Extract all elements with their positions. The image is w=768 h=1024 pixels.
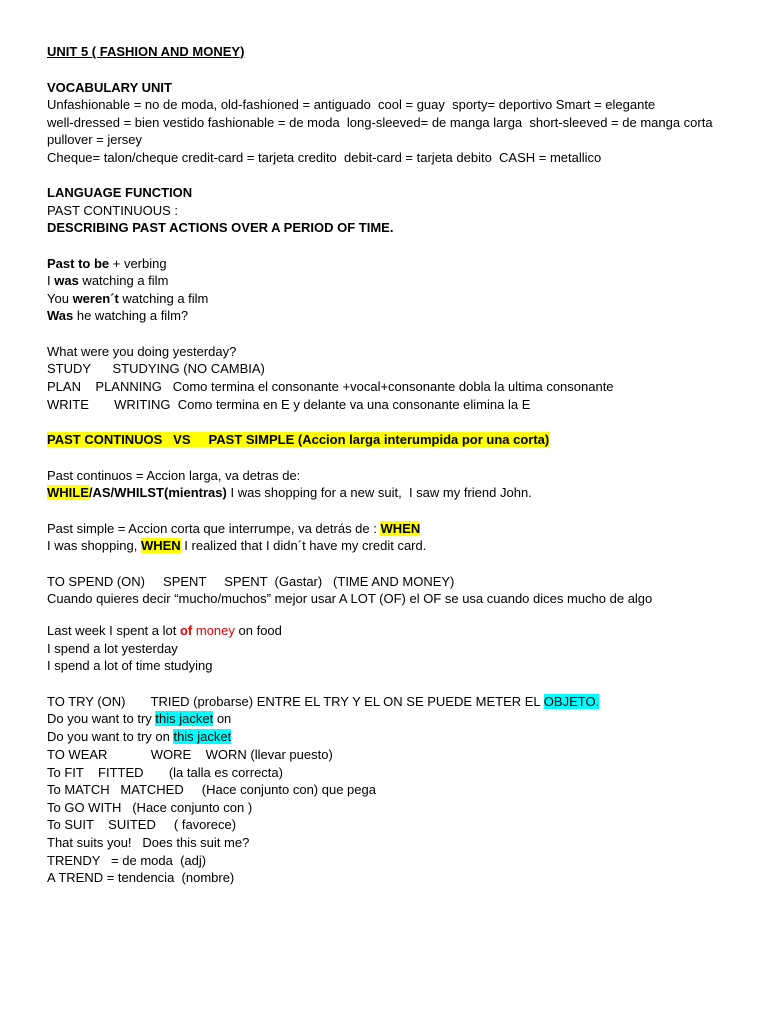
form-text: watching a film [118, 291, 209, 306]
try-on-line [47, 693, 599, 710]
as-whilst-keyword: /AS/WHILST(mientras) [88, 485, 227, 500]
when-keyword: WHEN [380, 521, 421, 536]
example-text: I realized that I didn´t have my credit card. [180, 538, 427, 553]
jacket-highlight: this jacket [173, 729, 232, 744]
form-line [47, 290, 208, 307]
continuous-example [47, 484, 532, 501]
suit-line: To SUIT SUITED ( favorece) [47, 817, 237, 832]
example-text: Do you want to try on [47, 729, 174, 744]
simple-example [47, 537, 426, 554]
vs-heading-highlight: PAST CONTINUOS VS PAST SIMPLE (Accion larga interumpida por una corta) [47, 432, 550, 447]
trendy-line: TRENDY = de moda (adj) [47, 853, 207, 868]
spend-line: TO SPEND (ON) SPENT SPENT (Gastar) (TIME AND MONEY) [47, 574, 455, 589]
vocabulary-line: pullover = jersey [47, 132, 143, 147]
try-example [47, 728, 231, 745]
fit-line: To FIT FITTED (la talla es correcta) [47, 765, 283, 780]
vocabulary-line: well-dressed = bien vestido fashionable = de moda long-sleeved= de manga larga short-sleeved = de manga corta [47, 115, 713, 130]
match-line: To MATCH MATCHED (Hace conjunto con) que pega [47, 782, 376, 797]
vs-heading [47, 431, 549, 448]
example-text: I was shopping for a new suit, I saw my friend John. [226, 485, 532, 500]
objeto-highlight: OBJETO. [543, 694, 600, 709]
language-function-heading: LANGUAGE FUNCTION [47, 185, 193, 200]
jacket-highlight: this jacket [155, 711, 214, 726]
trend-line: A TREND = tendencia (nombre) [47, 870, 235, 885]
spelling-line: STUDY STUDYING (NO CAMBIA) [47, 361, 265, 376]
go-with-line: To GO WITH (Hace conjunto con ) [47, 800, 253, 815]
continuous-rule: Past continuos = Accion larga, va detras de: [47, 468, 301, 483]
spend-example: I spend a lot yesterday [47, 641, 178, 656]
rule-text: Past simple = Accion corta que interrumpe, va detrás de : [47, 521, 381, 536]
past-continuous-description: DESCRIBING PAST ACTIONS OVER A PERIOD OF TIME. [47, 220, 394, 235]
form-bold: Past to be [47, 256, 110, 271]
vocabulary-heading: VOCABULARY UNIT [47, 80, 172, 95]
spelling-line: WRITE WRITING Como termina en E y delante va una consonante elimina la E [47, 397, 531, 412]
form-line [47, 307, 188, 324]
form-text: + verbing [109, 256, 167, 271]
past-continuous-label: PAST CONTINUOUS : [47, 203, 178, 218]
spelling-line: PLAN PLANNING Como termina el consonante +vocal+consonante dobla la ultima consonante [47, 379, 614, 394]
example-text: on [213, 711, 232, 726]
when-keyword: WHEN [140, 538, 181, 553]
vocabulary-line: Cheque= talon/cheque credit-card = tarjeta credito debit-card = tarjeta debito CASH = metallico [47, 150, 602, 165]
while-keyword: WHILE [47, 485, 89, 500]
form-line [47, 272, 168, 289]
form-text: he watching a film? [73, 308, 189, 323]
form-text: I [47, 273, 55, 288]
example-text: Do you want to try [47, 711, 156, 726]
suit-example: That suits you! Does this suit me? [47, 835, 250, 850]
form-text: watching a film [78, 273, 169, 288]
example-text: on food [234, 623, 282, 638]
example-text: I was shopping, [47, 538, 141, 553]
example-text: Last week I spent a lot [47, 623, 180, 638]
verb-text: TO TRY (ON) TRIED (probarse) ENTRE EL TRY Y EL ON SE PUEDE METER EL [47, 694, 544, 709]
spend-example: I spend a lot of time studying [47, 658, 213, 673]
vocabulary-line: Unfashionable = no de moda, old-fashioned = antiguado cool = guay sporty= deportivo Smart = elegante [47, 97, 656, 112]
form-line [47, 255, 167, 272]
form-bold: Was [47, 308, 74, 323]
form-text: You [47, 291, 73, 306]
spend-note: Cuando quieres decir “mucho/muchos” mejor usar A LOT (OF) el OF se usa cuando dices mucho de algo [47, 591, 653, 606]
spend-example [47, 622, 282, 639]
unit-title: UNIT 5 ( FASHION AND MONEY) [47, 44, 245, 59]
try-example [47, 710, 231, 727]
simple-rule [47, 520, 420, 537]
form-bold: weren´t [72, 291, 119, 306]
wear-line: TO WEAR WORE WORN (llevar puesto) [47, 747, 333, 762]
of-keyword: of [179, 623, 193, 638]
money-keyword: money [195, 623, 235, 638]
question-line: What were you doing yesterday? [47, 344, 237, 359]
form-bold: was [54, 273, 79, 288]
